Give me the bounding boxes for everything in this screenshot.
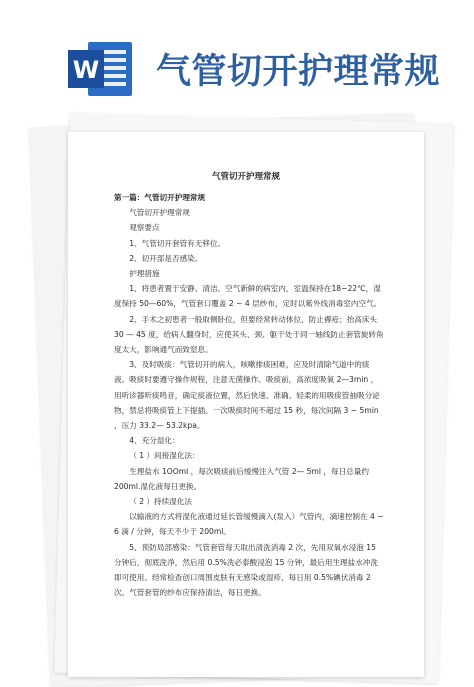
paragraph: 以输液的方式将湿化液通过延长管缓慢滴入(泵入）气管内，滴速控制在 4 ~ 6 滴 / 分钟，每天不少于 200ml。: [114, 512, 384, 537]
banner-title: 气管切开护理常规: [156, 52, 441, 92]
paragraph: 2、切开部是否感染。: [129, 253, 203, 263]
paragraph: 气管切开护理常规: [129, 208, 190, 218]
paragraph: 3、及时吸痰：气管切开的病人，咳嗽排痰困难，应及时清除气道中的痰液。吸痰时要遵守操作规程，注意无菌操作。吸痰前，高浓度吸氧 2—3min ，用听诊器听痰鸣音，确定痰液位置，然后快速、准确、轻柔的用吸痰管抽吸分泌物，禁忌将吸痰管上下提插。一次吸痰时间不超过 15 秒，每次间隔 3 ~ 5min ，压力 33.2— 53.2kpa。: [114, 360, 380, 431]
document-body: [114, 190, 384, 600]
paragraph: （ 2 ）持续湿化法: [129, 497, 193, 507]
paragraph: 生理盐水 1OOml ，每次吸痰前后缓慢注入气管 2— 5ml ，每日总量约 200ml.湿化液每日更换。: [114, 466, 369, 491]
paragraph: 5、预防局部感染：气管套管每天取出清洗消毒 2 次，先用双氧水浸泡 15 分钟后，彻底洗净，然后用 0.5%洗必泰酸浸泡 15 分钟，最后用生理盐水冲洗即可使用。经常检查创口周围皮肤有无感染或湿疹，每日用 0.5%碘伏消毒 2 次。气管套管的纱布应保持清洁，每日更换。: [114, 542, 379, 598]
paragraph: 护理措施: [129, 269, 160, 279]
paragraph: （ 1 ）间接湿化法：: [129, 451, 200, 461]
document-page: [68, 132, 424, 677]
header-banner: [0, 0, 474, 120]
paragraph: 2、手术之初患者一般取侧卧位，但要经常转动体位，防止褥疮；抬高床头 30 — 45 度，给病人翻身时，应使其头、颈、躯干处于同一轴线防止套管旋转角度太大，影响通气而致窒息。: [114, 314, 384, 355]
document-title: 气管切开护理常规: [211, 172, 280, 182]
word-document-icon: [66, 38, 136, 100]
section-heading: 第一篇：气管切开护理常规: [114, 193, 206, 202]
paragraph: 1、将患者置于安静、清洁、空气新鲜的病室内，室温保持在18~22℃，湿度保持 50—60%，气管套口覆盖 2 ~ 4 层纱布，定时以紫外线消毒室内空气。: [114, 284, 382, 309]
svg-text:W: W: [72, 56, 100, 84]
paragraph: 4、充分湿化：: [129, 436, 180, 446]
paragraph: 1、气管切开套管有无移位。: [129, 238, 226, 248]
paragraph: 观察要点: [129, 223, 160, 233]
